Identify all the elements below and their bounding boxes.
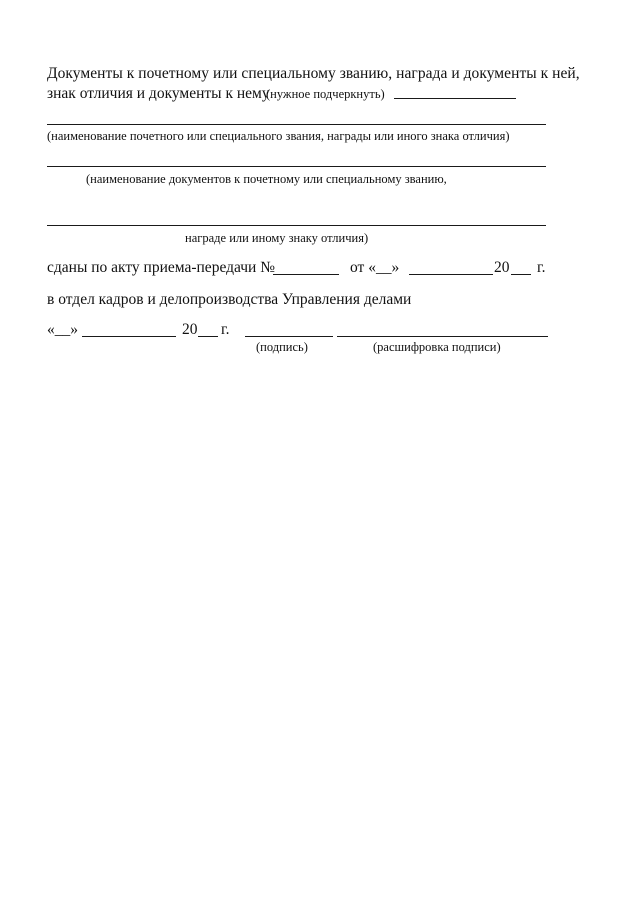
department-text: в отдел кадров и делопроизводства Управления делами: [47, 291, 412, 308]
act-number-field[interactable]: [273, 274, 339, 275]
caption-signature-decode: (расшифровка подписи): [373, 340, 501, 354]
act-year-suffix: г.: [537, 259, 546, 276]
signature-decode-field[interactable]: [337, 336, 548, 337]
blank-line-documents-name-2[interactable]: [47, 225, 546, 226]
signature-month-field[interactable]: [82, 336, 176, 337]
signature-year-field[interactable]: [198, 336, 218, 337]
header-note: (нужное подчеркнуть): [266, 87, 385, 101]
signature-field[interactable]: [245, 336, 333, 337]
signature-year-prefix: 20: [182, 321, 198, 338]
underline-choice-field[interactable]: [394, 98, 516, 99]
act-from: от «__»: [350, 259, 400, 276]
act-text: сданы по акту приема-передачи №: [47, 259, 276, 276]
caption-signature: (подпись): [256, 340, 308, 354]
signature-year-suffix: г.: [221, 321, 230, 338]
caption-documents-name-1: (наименование документов к почетному или специальному званию,: [86, 172, 447, 186]
header-line-2: знак отличия и документы к нему: [47, 85, 270, 102]
act-year-prefix: 20: [494, 259, 510, 276]
signature-date-open: «__»: [47, 321, 78, 338]
caption-documents-name-2: награде или иному знаку отличия): [185, 231, 369, 245]
act-year-field[interactable]: [511, 274, 531, 275]
caption-title-name: (наименование почетного или специального звания, награды или иного знака отличия): [47, 129, 510, 143]
blank-line-title-name[interactable]: [47, 124, 546, 125]
header-line-1: Документы к почетному или специальному званию, награда и документы к ней,: [47, 65, 580, 82]
blank-line-documents-name[interactable]: [47, 166, 546, 167]
act-month-field[interactable]: [409, 274, 493, 275]
